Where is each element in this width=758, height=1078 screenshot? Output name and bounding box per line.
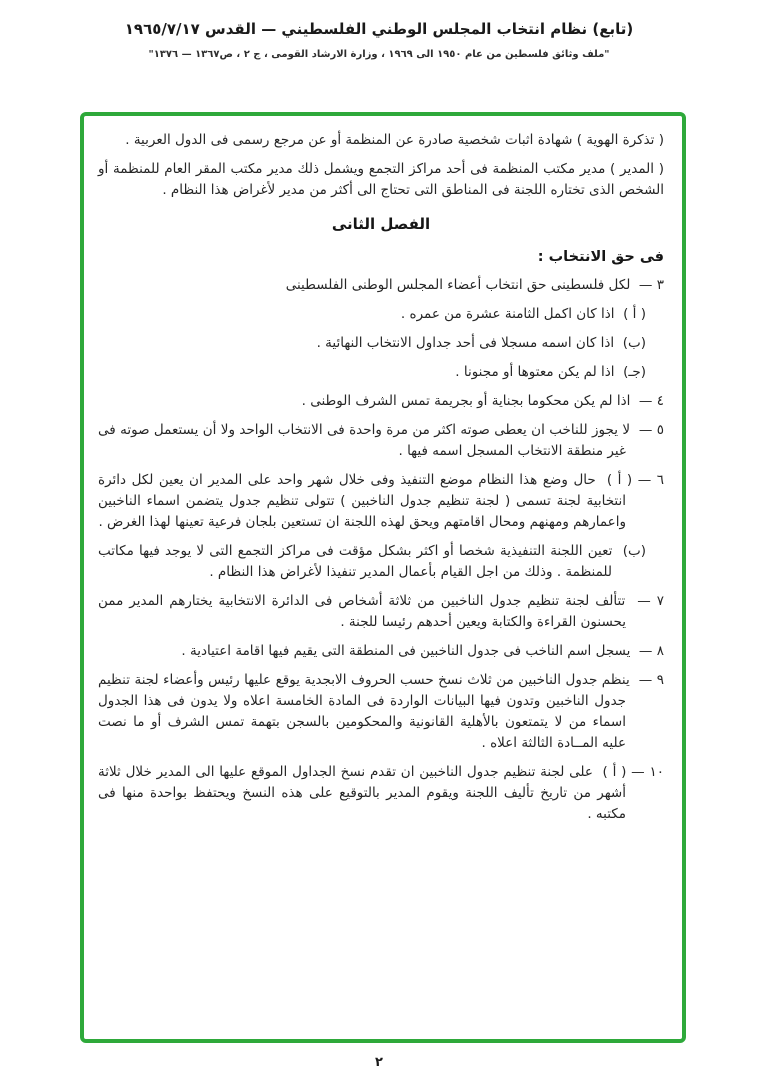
item-text: اذا لم يكن معتوها أو مجنونا . bbox=[455, 364, 615, 380]
item-number: ( أ ) bbox=[618, 306, 646, 322]
list-item bbox=[98, 591, 664, 633]
chapter-title: الفصل الثانى bbox=[331, 215, 431, 233]
list-item bbox=[98, 541, 646, 583]
list-item bbox=[98, 304, 646, 325]
content-frame bbox=[80, 112, 686, 1043]
item-number: ٦ — ( أ ) bbox=[601, 472, 665, 488]
list-item bbox=[98, 641, 664, 662]
item-number: ١٠ — ( أ ) bbox=[597, 764, 664, 780]
document-title: (تابع) نظام انتخاب المجلس الوطني الفلسطيني — القدس ١٩٦٥/٧/١٧ bbox=[124, 20, 634, 38]
item-number: ٩ — bbox=[634, 672, 664, 688]
section-title: فى حق الانتخاب : bbox=[537, 249, 664, 265]
item-text: اذا كان اسمه مسجلا فى أحد جداول الانتخاب النهائية . bbox=[316, 335, 615, 351]
item-number: ٨ — bbox=[634, 643, 664, 659]
item-number: (جـ) bbox=[618, 364, 646, 380]
list-item bbox=[98, 420, 664, 462]
item-text: تعين اللجنة التنفيذية شخصا أو اكثر بشكل مؤقت فى مراكز التجمع التى لا يوجد فيها مكاتب للمنظمة . وذلك من اجل القيام بأعمال المدير تنفيذا لأغراض هذا النظام . bbox=[98, 543, 613, 580]
list-item bbox=[98, 470, 664, 533]
page-number: ٢ bbox=[375, 1055, 383, 1070]
document-header bbox=[0, 0, 758, 60]
list-item bbox=[98, 362, 646, 383]
item-number: ٧ — bbox=[631, 593, 664, 609]
list-item bbox=[98, 670, 664, 754]
item-text: حال وضع هذا النظام موضع التنفيذ وفى خلال شهر واحد على المدير ان يعين لكل دائرة انتخابية لجنة تسمى ( لجنة تنظيم جدول الناخبين ) تتولى تنظيم جدول يتضمن اسماء الناخبين واعمارهم ومهنهم ومحال اقامتهم ويحق لهذه اللجنة ان تستعين بلجان فرعية تعينها لهذا الغرض . bbox=[98, 472, 626, 530]
items-list bbox=[98, 275, 664, 825]
item-text: لكل فلسطينى حق انتخاب أعضاء المجلس الوطنى الفلسطينى bbox=[285, 277, 631, 293]
item-text: يسجل اسم الناخب فى جدول الناخبين فى المنطقة التى يقيم فيها اقامة اعتيادية . bbox=[181, 643, 631, 659]
item-text: على لجنة تنظيم جدول الناخبين ان تقدم نسخ الجداول الموقع عليها الى المدير خلال ثلاثة أشهر من تاريخ تأليف اللجنة ويقوم المدير بالتوقيع على هذه النسخ ويحتفظ بواحدة منها فى مكتبه . bbox=[98, 764, 626, 822]
item-number: (ب) bbox=[618, 335, 646, 351]
item-text: ينظم جدول الناخبين من ثلاث نسخ حسب الحروف الابجدية يوقع عليها رئيس وأعضاء لجنة تنظيم جدول الناخبين وتدون فيها البيانات الواردة فى المادة الخامسة اعلاه ولا يدون فى هذا الجدول اسماء من لا يتمتعون بالأهلية القانونية والمحكومين بالسجن بتهمة تمس الشرف أو ما نصت عليه المــادة الثالثة اعلاه . bbox=[98, 672, 630, 751]
item-number: (ب) bbox=[617, 543, 646, 559]
definition-identity-card: ( تذكرة الهوية ) شهادة اثبات شخصية صادرة عن المنظمة أو عن مرجع رسمى فى الدول العربية . bbox=[125, 132, 664, 148]
item-text: اذا لم يكن محكوما بجناية أو بجريمة تمس الشرف الوطنى . bbox=[301, 393, 631, 409]
item-number: ٥ — bbox=[634, 422, 664, 438]
item-text: اذا كان اكمل الثامنة عشرة من عمره . bbox=[400, 306, 615, 322]
list-item bbox=[98, 391, 664, 412]
item-number: ٤ — bbox=[634, 393, 664, 409]
item-text: تتألف لجنة تنظيم جدول الناخبين من ثلاثة أشخاص فى الدائرة الانتخابية يختارهم المدير ممن يحسنون القراءة والكتابة ويعين أحدهم رئيسا للجنة . bbox=[98, 593, 626, 630]
document-source-line: "ملف وثائق فلسطين من عام ١٩٥٠ الى ١٩٦٩ ، وزارة الارشاد القومى ، ج ٢ ، ص١٣٦٧ — ١٣٧٦" bbox=[148, 49, 610, 60]
item-number: ٣ — bbox=[634, 277, 664, 293]
item-text: لا يجوز للناخب ان يعطى صوته اكثر من مرة واحدة فى الانتخاب الواحد ولا أن يستعمل صوته فى غير منطقة الانتخاب المسجل اسمه فيها . bbox=[98, 422, 631, 459]
list-item bbox=[98, 275, 664, 296]
definition-director: ( المدير ) مدير مكتب المنظمة فى أحد مراكز التجمع ويشمل ذلك مدير مكتب المقر العام للمنظمة أو الشخص الذى تختاره اللجنة فى المناطق التى تحتاج الى أكثر من مدير لأغراض هذا النظام . bbox=[98, 161, 664, 198]
list-item bbox=[98, 762, 664, 825]
list-item bbox=[98, 333, 646, 354]
